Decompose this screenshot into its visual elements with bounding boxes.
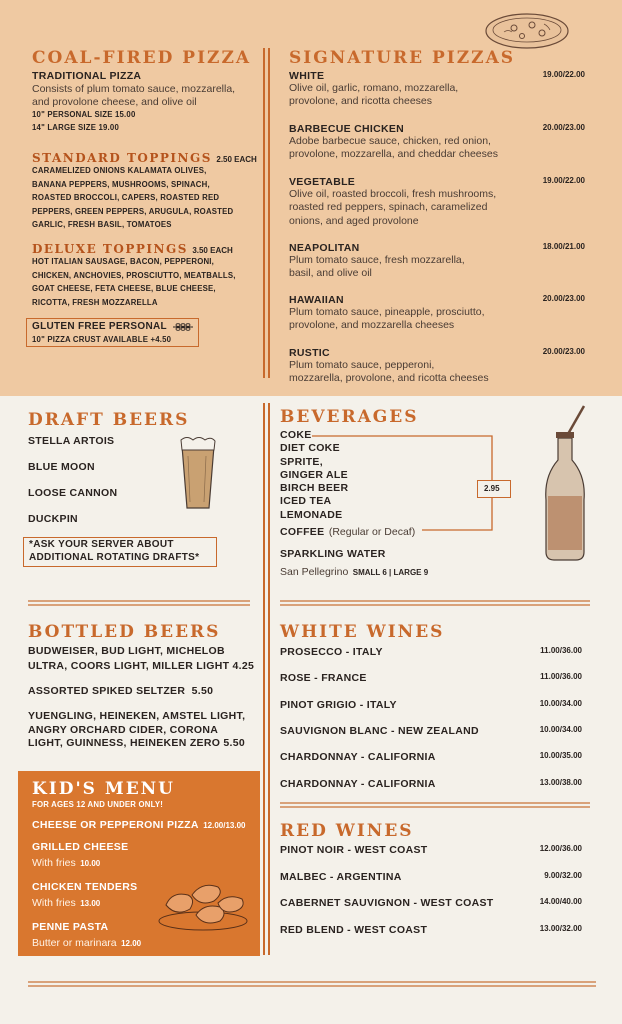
traditional-size-2: 14" LARGE SIZE 19.00 [32, 123, 119, 132]
standard-line: GARLIC, FRESH BASIL, TOMATOES [32, 220, 172, 229]
wine-price: 14.00/40.00 [539, 897, 582, 906]
signature-item-price: 20.00/23.00 [542, 294, 585, 303]
signature-item-desc: roasted red peppers, spinach, caramelized [289, 201, 488, 214]
kids-item [32, 815, 246, 833]
wine-price: 13.00/32.00 [539, 924, 582, 933]
divider-right-mid-2 [280, 604, 590, 606]
gluten-free-title: GLUTEN FREE PERSONAL [32, 321, 167, 332]
wine-row [280, 646, 582, 658]
beverage-item: DIET COKE [280, 442, 340, 455]
top-divider-right [268, 48, 270, 378]
signature-item [289, 176, 585, 228]
kids-item [32, 921, 141, 951]
beverage-bracket [312, 434, 494, 532]
wine-price: 13.00/38.00 [539, 778, 582, 787]
wine-name: CHARDONNAY - CALIFORNIA [280, 751, 436, 763]
bottled-title: BOTTLED BEERS [28, 622, 221, 642]
beverage-item: SPRITE, [280, 455, 323, 468]
traditional-desc-2: and provolone cheese, and olive oil [32, 96, 197, 108]
kids-item-price: 13.00 [80, 899, 101, 908]
red-wines-title: RED WINES [280, 821, 414, 841]
signature-item-name: NEAPOLITAN [289, 242, 360, 254]
draft-note-1: *ASK YOUR SERVER ABOUT [29, 539, 174, 550]
standard-line: CARAMELIZED ONIONS KALAMATA OLIVES, [32, 166, 207, 175]
beverage-item: COKE [280, 429, 312, 441]
bottled-group-3 [28, 710, 245, 751]
coffee-name: COFFEE [280, 526, 325, 539]
signature-title: SIGNATURE PIZZAS [289, 48, 516, 68]
wine-price: 11.00/36.00 [540, 646, 582, 655]
divider-right-mid-1 [280, 600, 590, 602]
gluten-free-note: 10" PIZZA CRUST AVAILABLE +4.50 [32, 335, 172, 344]
deluxe-toppings-list [32, 255, 236, 309]
signature-item-price: 19.00/22.00 [542, 176, 585, 185]
wheat-icon [172, 322, 194, 332]
signature-item-desc: Adobe barbecue sauce, chicken, red onion, [289, 135, 491, 147]
divider-left-mid-2 [28, 604, 250, 606]
standard-line: ROASTED BROCCOLI, CAPERS, ROASTED RED [32, 193, 220, 202]
kids-item-name: GRILLED CHEESE [32, 841, 129, 853]
wine-price: 11.00/36.00 [540, 672, 582, 681]
wine-price: 9.00/32.00 [544, 871, 582, 880]
wine-row [280, 844, 582, 856]
chicken-tenders-icon [156, 875, 250, 933]
signature-item-desc: provolone, mozzarella, and cheddar cheeses [289, 148, 498, 161]
signature-item-desc: Plum tomato sauce, pepperoni, [289, 359, 435, 371]
wine-row [280, 751, 582, 763]
wine-name: CABERNET SAUVIGNON - WEST COAST [280, 897, 494, 909]
beverages-title: BEVERAGES [280, 407, 419, 427]
standard-line: PEPPERS, GREEN PEPPERS, ARUGULA, ROASTED [32, 206, 234, 216]
divider-left-mid-1 [28, 600, 250, 602]
deluxe-toppings-price: 3.50 EACH [192, 246, 233, 255]
deluxe-toppings-title: DELUXE TOPPINGS [32, 242, 188, 256]
bottled-group-1 [28, 644, 254, 674]
white-wines-title: WHITE WINES [280, 622, 445, 642]
wine-name: SAUVIGNON BLANC - NEW ZEALAND [280, 725, 479, 737]
signature-item-desc: Olive oil, roasted broccoli, fresh mushrooms, [289, 188, 497, 200]
beverage-item: BIRCH BEER [280, 482, 349, 495]
bottled-line: BUDWEISER, BUD LIGHT, MICHELOB [28, 645, 225, 657]
deluxe-line: RICOTTA, FRESH MOZZARELLA [32, 297, 158, 307]
bottom-divider-left [263, 403, 265, 955]
signature-item-price: 19.00/22.00 [542, 70, 585, 79]
wine-row [280, 871, 582, 883]
wine-row [280, 778, 582, 790]
beverage-item: GINGER ALE [280, 468, 348, 481]
kids-item [32, 881, 137, 911]
standard-line: BANANA PEPPERS, MUSHROOMS, SPINACH, [32, 179, 210, 189]
wine-name: MALBEC - ARGENTINA [280, 871, 402, 883]
kids-item-name: CHEESE OR PEPPERONI PIZZA [32, 819, 199, 831]
divider-red-wines-1 [280, 802, 590, 804]
pellegrino-name: San Pellegrino [280, 566, 349, 578]
signature-item-price: 20.00/23.00 [542, 347, 585, 356]
wine-row [280, 672, 582, 684]
signature-item-desc: Plum tomato sauce, fresh mozzarella, [289, 254, 465, 266]
bottled-line: ASSORTED SPIKED SELTZER 5.50 [28, 685, 214, 697]
kids-item-desc: With fries [32, 897, 76, 909]
wine-name: RED BLEND - WEST COAST [280, 924, 428, 936]
kids-item [32, 841, 128, 871]
wine-price: 10.00/34.00 [539, 725, 582, 734]
signature-item-desc: Plum tomato sauce, pineapple, prosciutto, [289, 306, 485, 318]
signature-item [289, 123, 585, 162]
draft-title: DRAFT BEERS [28, 410, 190, 430]
pellegrino-row [280, 562, 428, 580]
pizza-sketch-icon [484, 10, 570, 52]
signature-item-price: 20.00/23.00 [542, 123, 585, 132]
divider-red-wines-2 [280, 806, 590, 808]
standard-toppings-title: STANDARD TOPPINGS [32, 151, 212, 165]
draft-note-2: ADDITIONAL ROTATING DRAFTS* [29, 552, 200, 563]
kids-item-price: 12.00/13.00 [203, 821, 246, 830]
sparkling-title: SPARKLING WATER [280, 548, 386, 560]
traditional-desc-1: Consists of plum tomato sauce, mozzarella, [32, 83, 236, 95]
kids-item-desc: Butter or marinara [32, 937, 117, 949]
signature-item-desc: Olive oil, garlic, romano, mozzarella, [289, 82, 459, 94]
signature-item [289, 347, 585, 386]
standard-toppings-list [32, 164, 233, 232]
pellegrino-sizes: SMALL 6 | LARGE 9 [352, 568, 429, 577]
kids-item-price: 12.00 [121, 939, 142, 948]
beverage-price: 2.95 [484, 484, 500, 493]
signature-item-name: HAWAIIAN [289, 294, 344, 306]
traditional-size-1: 10" PERSONAL SIZE 15.00 [32, 110, 136, 119]
signature-item [289, 70, 585, 109]
signature-item-desc: onions, and aged provolone [289, 214, 419, 227]
bottom-divider-right [268, 403, 270, 955]
wine-price: 10.00/35.00 [539, 751, 582, 760]
signature-item-price: 18.00/21.00 [542, 242, 585, 251]
kids-subtitle: FOR AGES 12 AND UNDER ONLY! [32, 800, 164, 809]
signature-item-desc: provolone, and ricotta cheeses [289, 95, 433, 108]
wine-name: PROSECCO - ITALY [280, 646, 383, 658]
kids-item-desc: With fries [32, 857, 76, 869]
wine-row [280, 924, 582, 936]
signature-item [289, 294, 585, 333]
signature-item-name: WHITE [289, 70, 325, 82]
wine-row [280, 897, 582, 909]
coal-fired-title: COAL-FIRED PIZZA [32, 48, 252, 68]
standard-toppings-price: 2.50 EACH [216, 155, 257, 164]
wine-name: CHARDONNAY - CALIFORNIA [280, 778, 436, 790]
divider-footer-1 [28, 981, 596, 983]
wine-price: 10.00/34.00 [539, 699, 582, 708]
wine-name: PINOT NOIR - WEST COAST [280, 844, 428, 856]
signature-item-name: BARBECUE CHICKEN [289, 123, 405, 135]
wine-name: ROSE - FRANCE [280, 672, 367, 684]
draft-item: STELLA ARTOIS [28, 435, 115, 447]
signature-item-name: RUSTIC [289, 347, 330, 359]
divider-footer-2 [28, 985, 596, 987]
deluxe-line: GOAT CHEESE, FETA CHEESE, BLUE CHEESE, [32, 284, 216, 293]
beverage-item: ICED TEA [280, 495, 332, 508]
wine-name: PINOT GRIGIO - ITALY [280, 699, 397, 711]
beverage-item: LEMONADE [280, 508, 343, 521]
kids-item-name: PENNE PASTA [32, 921, 109, 933]
draft-item: BLUE MOON [28, 461, 95, 473]
coffee-note: (Regular or Decaf) [328, 526, 416, 539]
kids-item-price: 10.00 [80, 859, 101, 868]
wine-row [280, 725, 582, 737]
bottled-group-2 [28, 684, 213, 699]
top-divider-left [263, 48, 265, 378]
bottled-line: ULTRA, COORS LIGHT, MILLER LIGHT 4.25 [28, 660, 255, 672]
traditional-pizza-name: TRADITIONAL PIZZA [32, 70, 142, 82]
wine-price: 12.00/36.00 [539, 844, 582, 853]
deluxe-line: CHICKEN, ANCHOVIES, PROSCIUTTO, MEATBALLS, [32, 270, 236, 280]
kids-menu-panel [18, 771, 260, 956]
bottled-line: YUENGLING, HEINEKEN, AMSTEL LIGHT, [28, 710, 246, 722]
signature-item-desc: basil, and olive oil [289, 267, 372, 280]
draft-item: DUCKPIN [28, 513, 78, 525]
signature-item [289, 242, 585, 281]
kids-item-name: CHICKEN TENDERS [32, 881, 138, 893]
kids-title: KID'S MENU [32, 779, 176, 799]
beer-glass-icon [176, 436, 220, 512]
draft-item: LOOSE CANNON [28, 487, 118, 499]
soda-bottle-icon [540, 404, 590, 564]
signature-item-desc: provolone, and mozzarella cheeses [289, 319, 455, 332]
bottled-line: LIGHT, GUINNESS, HEINEKEN ZERO 5.50 [28, 737, 246, 749]
deluxe-line: HOT ITALIAN SAUSAGE, BACON, PEPPERONI, [32, 257, 215, 266]
signature-item-desc: mozzarella, provolone, and ricotta cheeses [289, 372, 489, 385]
bottled-line: ANGRY ORCHARD CIDER, CORONA [28, 723, 219, 736]
wine-row [280, 699, 582, 711]
signature-item-name: VEGETABLE [289, 176, 356, 188]
